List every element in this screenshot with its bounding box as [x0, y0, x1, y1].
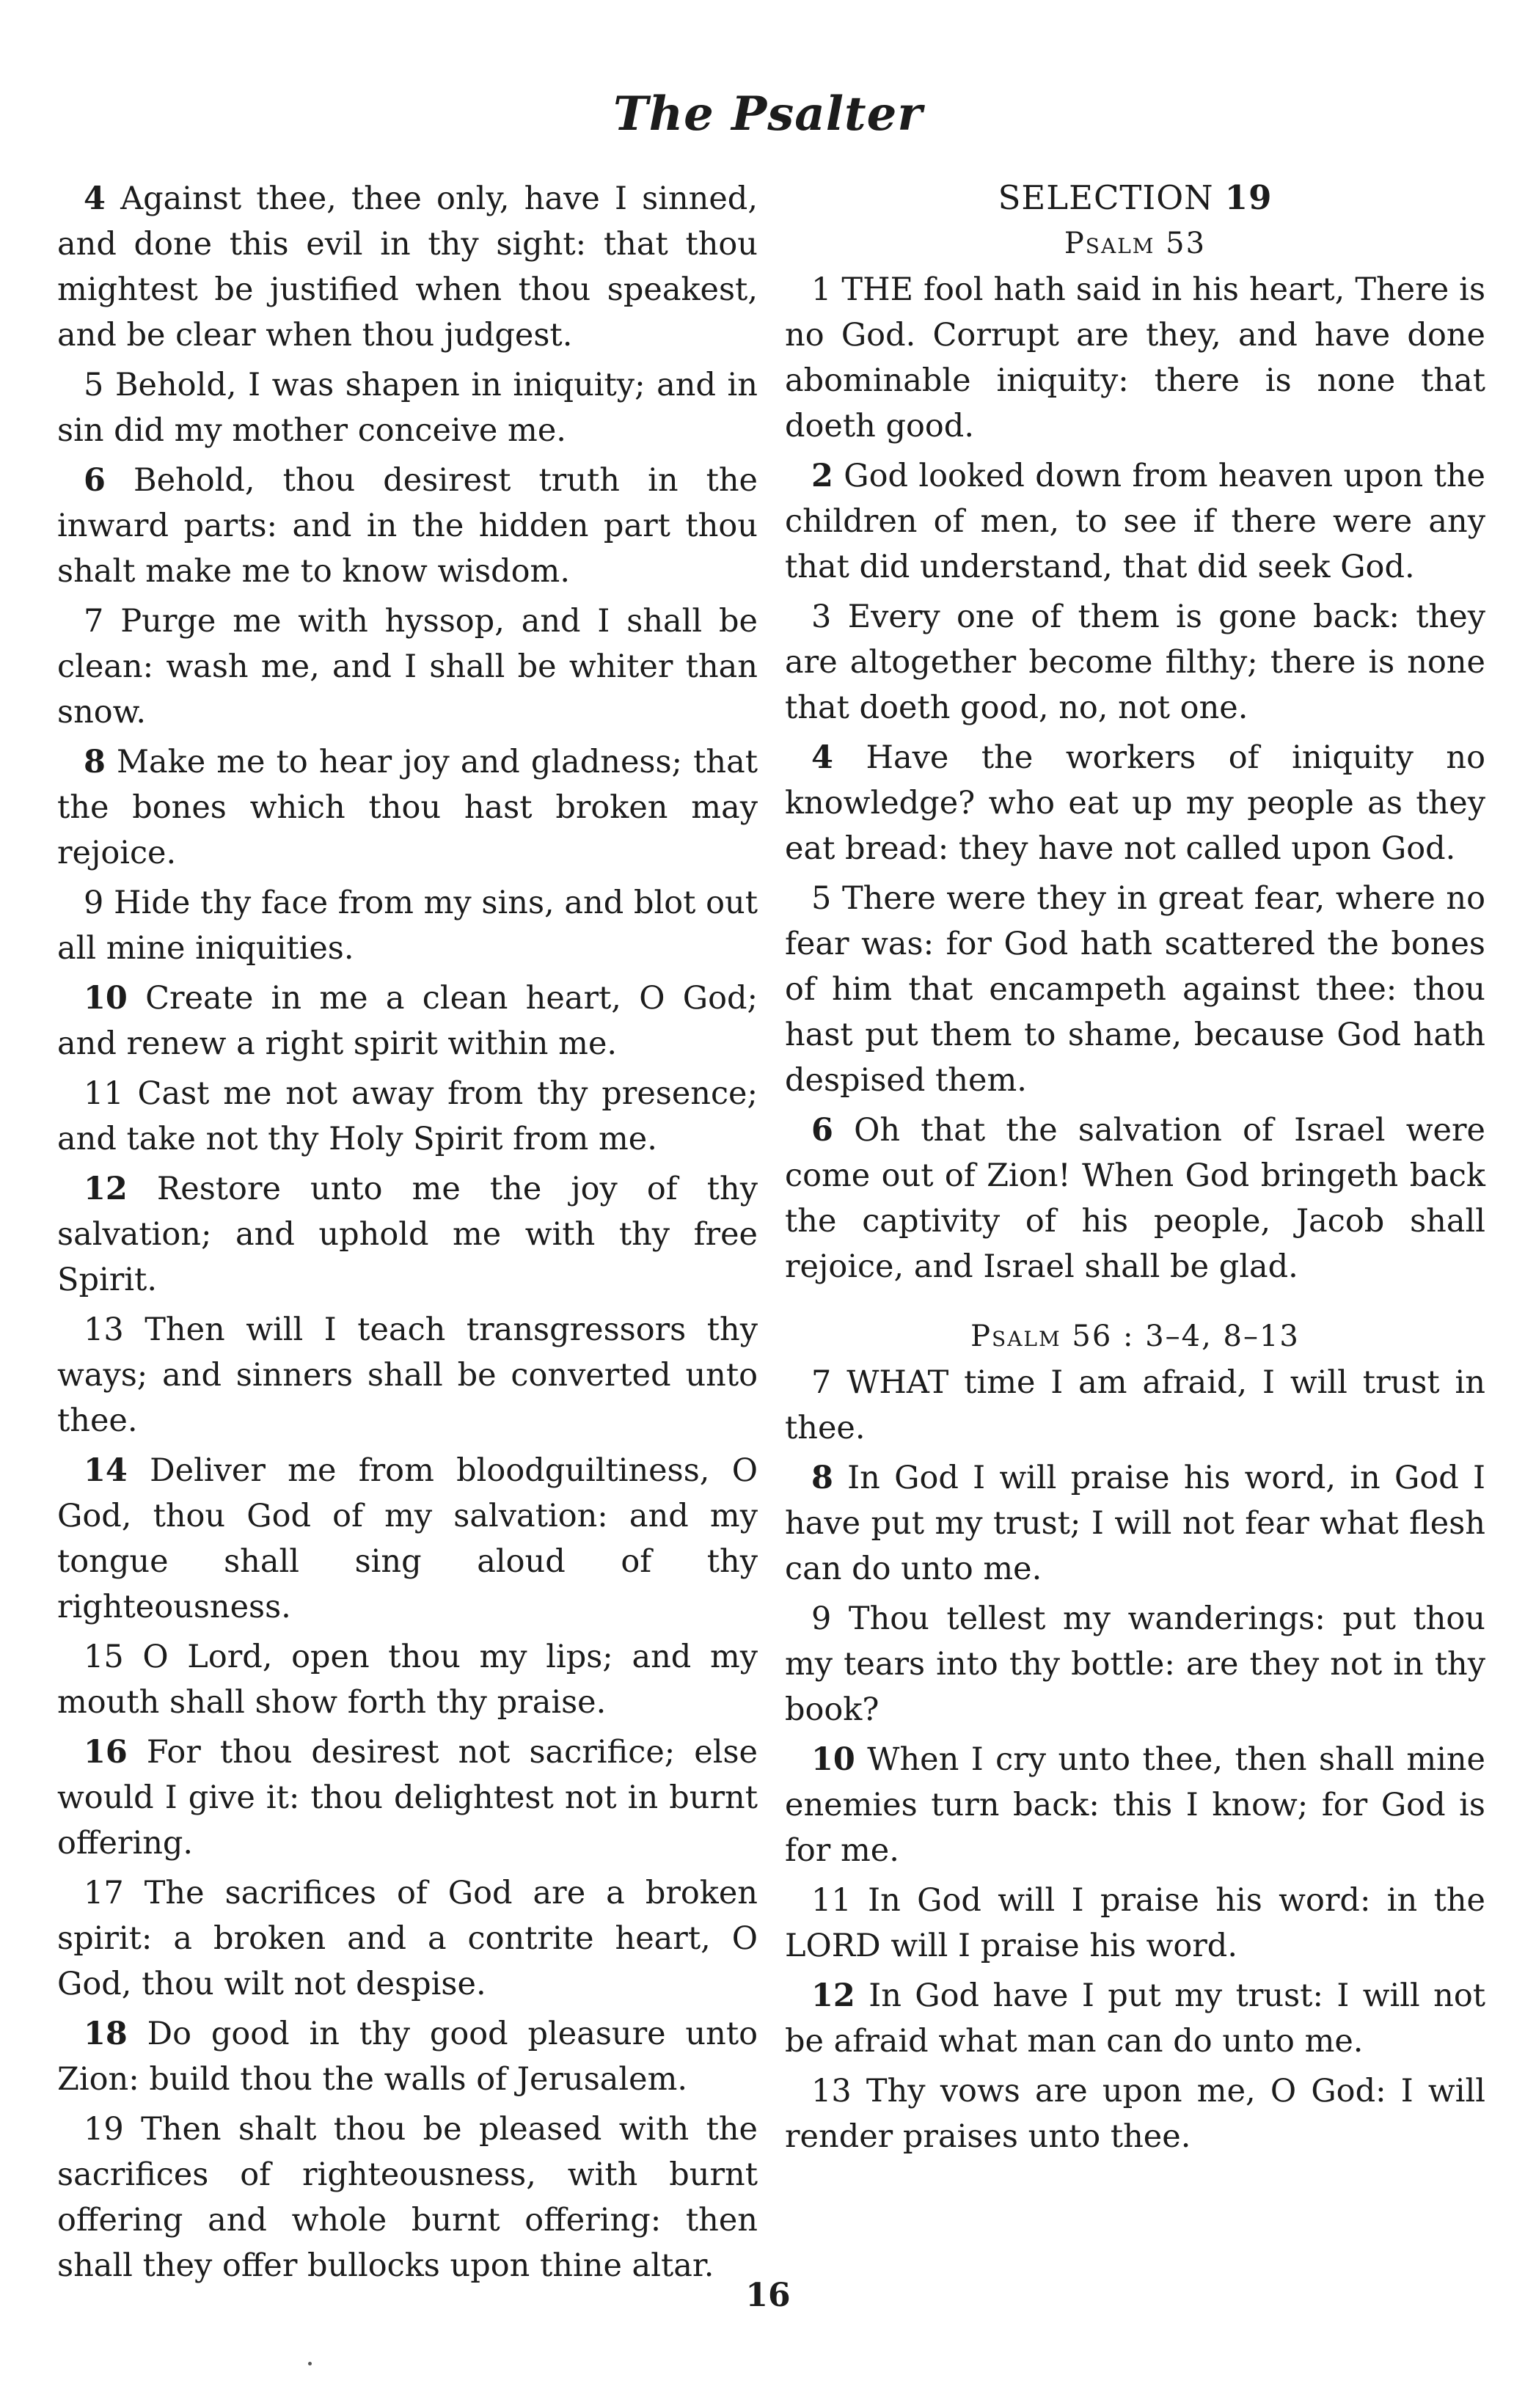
verse-number: 15 — [84, 1639, 124, 1675]
verse-text: O Lord, open thou my lips; and my mouth shall show forth thy praise. — [57, 1639, 758, 1721]
verse — [785, 735, 1485, 871]
verse-text: There were they in great fear, where no fear was: for God hath scattered the bones of him that encampeth against thee: thou hast put them to shame, because God hath despised them. — [785, 880, 1485, 1099]
verse — [785, 2068, 1485, 2159]
verse-number: 8 — [811, 1460, 833, 1496]
verse-text: WHAT time I am afraid, I will trust in thee. — [785, 1364, 1485, 1446]
verse-number: 11 — [811, 1882, 852, 1919]
verse — [57, 2011, 758, 2102]
verse-number: 13 — [84, 1311, 124, 1348]
verse-text: Behold, thou desirest truth in the inward parts: and in the hidden part thou shalt make me to know wisdom. — [57, 462, 758, 590]
verse-text: Oh that the salvation of Israel were come out of Zion! When God bringeth back the captivity of his people, Jacob shall rejoice, and Israel shall be glad. — [785, 1112, 1485, 1285]
verse — [785, 1596, 1485, 1732]
left-verse-list — [57, 176, 758, 2288]
verse-text: Thy vows are upon me, O God: I will render praises unto thee. — [785, 2073, 1485, 2155]
verse-number: 7 — [84, 603, 104, 640]
verse-number: 14 — [84, 1452, 128, 1489]
psalm-heading-53: Psalm 53 — [1064, 227, 1207, 260]
verse — [57, 1448, 758, 1630]
verse — [785, 1973, 1485, 2064]
verse — [57, 976, 758, 1066]
psalm-heading-56: Psalm 56 : 3–4, 8–13 — [970, 1320, 1300, 1353]
verse-number: 9 — [811, 1600, 832, 1637]
verse — [785, 1455, 1485, 1592]
verse-text: In God have I put my trust: I will not be afraid what man can do unto me. — [785, 1977, 1486, 2060]
verse-text: For thou desirest not sacrifice; else would I give it: thou delightest not in burnt offering. — [57, 1734, 758, 1862]
verse-text: The sacrifices of God are a broken spirit: a broken and a contrite heart, O God, thou wilt not despise. — [57, 1875, 758, 2002]
verse — [785, 1360, 1485, 1451]
verse — [57, 362, 758, 453]
verse-text: Make me to hear joy and gladness; that the bones which thou hast broken may rejoice. — [57, 744, 758, 871]
verse — [57, 599, 758, 735]
verse — [57, 880, 758, 971]
verse-number: 19 — [84, 2111, 124, 2148]
verse-number: 6 — [84, 462, 106, 499]
left-column — [57, 176, 758, 2293]
verse-number: 12 — [811, 1977, 855, 2014]
verse-number: 4 — [84, 180, 106, 217]
verse-text: God looked down from heaven upon the children of men, to see if there were any that did understand, that did seek God. — [785, 458, 1485, 585]
verse-number: 10 — [84, 980, 128, 1017]
verse-number: 3 — [811, 599, 832, 635]
verse-number: 12 — [84, 1171, 128, 1207]
verse — [57, 2107, 758, 2288]
verse-text: Restore unto me the joy of thy salvation; and uphold me with thy free Spirit. — [57, 1171, 758, 1298]
verse — [57, 176, 758, 358]
verse-text: Deliver me from bloodguiltiness, O God, thou God of my salvation: and my tongue shall sing aloud of thy righteousness. — [57, 1452, 758, 1625]
verse — [57, 1870, 758, 2007]
verse-number: 8 — [84, 744, 106, 780]
verse — [57, 1634, 758, 1725]
verse-text: Do good in thy good pleasure unto Zion: build thou the walls of Jerusalem. — [57, 2016, 758, 2098]
verse-text: Then shalt thou be pleased with the sacrifices of righteousness, with burnt offering and whole burnt offering: then shall they offer bullocks upon thine altar. — [57, 2111, 758, 2284]
verse-number: 2 — [811, 458, 833, 494]
selection-label: SELECTION — [998, 178, 1214, 217]
verse-text: In God I will praise his word, in God I have put my trust; I will not fear what flesh can do unto me. — [785, 1460, 1485, 1587]
verse — [57, 1071, 758, 1162]
verse-text: Purge me with hyssop, and I shall be clean: wash me, and I shall be whiter than snow. — [57, 603, 758, 731]
verse-number: 7 — [811, 1364, 832, 1401]
verse — [785, 267, 1485, 449]
verse-number: 18 — [84, 2016, 128, 2052]
verse — [785, 453, 1485, 590]
verse — [57, 739, 758, 876]
verse-text: Behold, I was shapen in iniquity; and in sin did my mother conceive me. — [57, 367, 758, 449]
verse-text: Cast me not away from thy presence; and take not thy Holy Spirit from me. — [57, 1075, 758, 1157]
verse-text: Hide thy face from my sins, and blot out all mine iniquities. — [57, 885, 758, 967]
selection-number: 19 — [1224, 178, 1273, 217]
verse — [785, 1737, 1485, 1873]
verse-number: 16 — [84, 1734, 128, 1771]
verse-text: Against thee, thee only, have I sinned, and done this evil in thy sight: that thou mightest be justified when thou speakest, and be clear when thou judgest. — [57, 180, 758, 354]
running-head: The Psalter — [612, 87, 924, 142]
verse-number: 17 — [84, 1875, 124, 1911]
speck-mark — [308, 2362, 312, 2365]
verse-number: 13 — [811, 2073, 852, 2109]
verse — [785, 876, 1485, 1103]
verse — [785, 594, 1485, 731]
right-column — [785, 176, 1485, 2164]
verse-number: 1 — [811, 271, 832, 308]
verse-number: 10 — [811, 1741, 855, 1778]
selection-heading — [785, 176, 1485, 220]
verse-text: THE fool hath said in his heart, There is no God. Corrupt are they, and have done abominable iniquity: there is none that doeth good. — [785, 271, 1486, 444]
verse-text: Have the workers of iniquity no knowledge? who eat up my people as they eat bread: they have not called upon God. — [785, 739, 1485, 867]
verse-number: 11 — [84, 1075, 124, 1112]
page-number: 16 — [745, 2277, 791, 2314]
verse-number: 5 — [84, 367, 104, 403]
verse-text: Create in me a clean heart, O God; and renew a right spirit within me. — [57, 980, 758, 1062]
psalm-56-verse-list — [785, 1360, 1485, 2159]
verse-text: Every one of them is gone back: they are altogether become filthy; there is none that doeth good, no, not one. — [785, 599, 1486, 726]
psalm-53-verse-list — [785, 267, 1485, 1289]
verse — [785, 1108, 1485, 1289]
verse-text: Then will I teach transgressors thy ways; and sinners shall be converted unto thee. — [57, 1311, 758, 1439]
verse — [785, 1878, 1485, 1969]
verse-text: Thou tellest my wanderings: put thou my tears into thy bottle: are they not in thy book? — [785, 1600, 1485, 1728]
verse — [57, 1307, 758, 1443]
verse — [57, 458, 758, 594]
verse-number: 4 — [811, 739, 833, 776]
verse-text: In God will I praise his word: in the LORD will I praise his word. — [785, 1882, 1486, 1964]
verse-text: When I cry unto thee, then shall mine enemies turn back: this I know; for God is for me. — [785, 1741, 1486, 1869]
verse-number: 5 — [811, 880, 832, 917]
verse — [57, 1730, 758, 1866]
verse — [57, 1166, 758, 1303]
verse-number: 9 — [84, 885, 104, 921]
verse-number: 6 — [811, 1112, 833, 1149]
